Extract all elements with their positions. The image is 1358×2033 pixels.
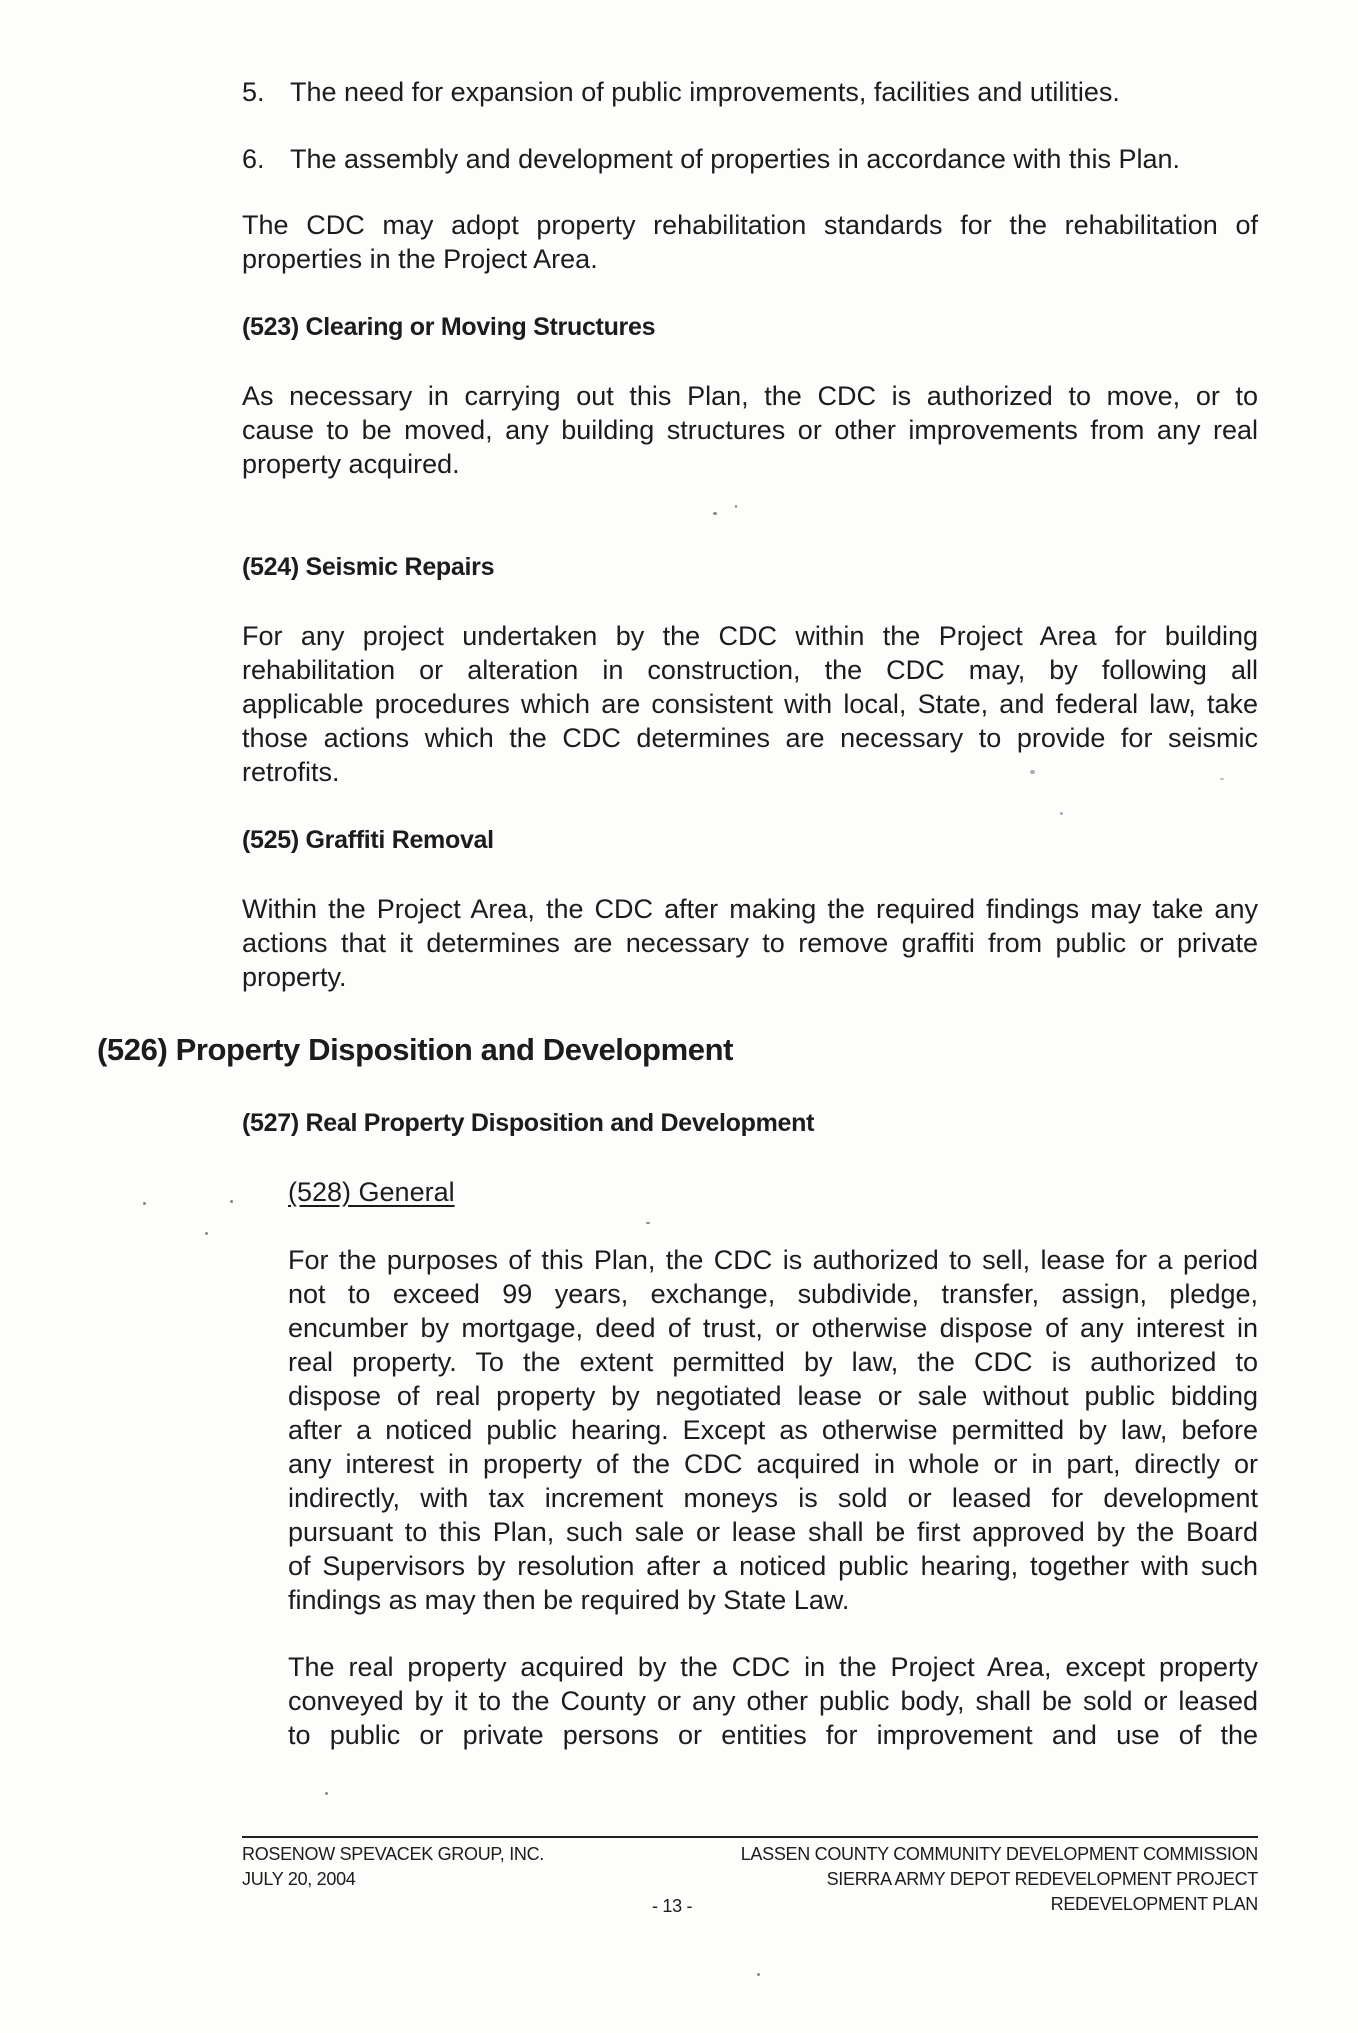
section-528-heading: (528) General: [288, 1177, 455, 1207]
paragraph-line: property acquired.: [242, 449, 460, 479]
list-number: 5.: [242, 77, 265, 107]
paragraph-line: actions that it determines are necessary to remove graffiti from public or private: [242, 928, 1258, 958]
scan-speck: [143, 1202, 146, 1205]
scan-speck: [757, 1973, 760, 1976]
section-524-paragraph: [242, 619, 1258, 789]
paragraph-line: cause to be moved, any building structures or other improvements from any real: [242, 415, 1258, 445]
page-number: - 13 -: [652, 1896, 693, 1916]
paragraph-line: The CDC may adopt property rehabilitation standards for the rehabilitation of: [242, 210, 1258, 240]
section-527-heading: (527) Real Property Disposition and Development: [242, 1109, 815, 1137]
paragraph-line: As necessary in carrying out this Plan, the CDC is authorized to move, or to: [242, 381, 1258, 411]
scan-speck: [1220, 778, 1224, 780]
section-523-paragraph: [242, 379, 1258, 481]
paragraph-line: conveyed by it to the County or any other public body, shall be sold or leased: [288, 1686, 1258, 1716]
footer-commission: LASSEN COUNTY COMMUNITY DEVELOPMENT COMMISSION: [740, 1844, 1258, 1864]
paragraph-line: For any project undertaken by the CDC within the Project Area for building: [242, 621, 1258, 651]
footer-rule: [242, 1836, 1258, 1838]
footer-right: [741, 1842, 1258, 1917]
paragraph-line: Within the Project Area, the CDC after making the required findings may take any: [242, 894, 1258, 924]
section-528-paragraph-2: [288, 1650, 1258, 1752]
paragraph-line: pursuant to this Plan, such sale or lease shall be first approved by the Board: [288, 1517, 1258, 1547]
scan-speck: [205, 1232, 208, 1235]
paragraph-line: The real property acquired by the CDC in the Project Area, except property: [288, 1652, 1258, 1682]
footer-date: JULY 20, 2004: [242, 1869, 356, 1889]
list-text: The need for expansion of public improvements, facilities and utilities.: [290, 77, 1120, 107]
paragraph-line: properties in the Project Area.: [242, 244, 598, 274]
scan-speck: [1060, 812, 1063, 815]
section-525-heading: (525) Graffiti Removal: [242, 826, 494, 854]
scan-speck: [230, 1200, 233, 1203]
footer-project: SIERRA ARMY DEPOT REDEVELOPMENT PROJECT: [826, 1869, 1258, 1889]
paragraph-line: those actions which the CDC determines are necessary to provide for seismic: [242, 723, 1258, 753]
list-item-6: [242, 142, 1180, 176]
paragraph-line: retrofits.: [242, 757, 340, 787]
paragraph-line: real property. To the extent permitted by law, the CDC is authorized to: [288, 1347, 1258, 1377]
section-523-heading: (523) Clearing or Moving Structures: [242, 313, 656, 341]
paragraph-line: to public or private persons or entities for improvement and use of the: [288, 1720, 1258, 1750]
paragraph-line: any interest in property of the CDC acquired in whole or in part, directly or: [288, 1449, 1258, 1479]
scan-speck: [735, 505, 737, 508]
paragraph-line: after a noticed public hearing. Except as otherwise permitted by law, before: [288, 1415, 1258, 1445]
paragraph-line: dispose of real property by negotiated lease or sale without public bidding: [288, 1381, 1258, 1411]
scan-speck: [646, 1222, 650, 1224]
scan-speck: [1030, 770, 1035, 774]
paragraph-line: applicable procedures which are consistent with local, State, and federal law, take: [242, 689, 1258, 719]
footer-company: ROSENOW SPEVACEK GROUP, INC.: [242, 1844, 544, 1864]
scan-speck: [713, 512, 717, 515]
footer-left: [242, 1842, 544, 1892]
paragraph-line: not to exceed 99 years, exchange, subdivide, transfer, assign, pledge,: [288, 1279, 1258, 1309]
list-number: 6.: [242, 144, 265, 174]
paragraph-line: findings as may then be required by State Law.: [288, 1585, 850, 1615]
paragraph-line: indirectly, with tax increment moneys is sold or leased for development: [288, 1483, 1258, 1513]
list-text: The assembly and development of properties in accordance with this Plan.: [290, 144, 1180, 174]
section-526-heading: (526) Property Disposition and Development: [97, 1032, 734, 1067]
section-525-paragraph: [242, 892, 1258, 994]
section-528-paragraph-1: [288, 1243, 1258, 1617]
paragraph-line: encumber by mortgage, deed of trust, or otherwise dispose of any interest in: [288, 1313, 1258, 1343]
paragraph-line: of Supervisors by resolution after a noticed public hearing, together with such: [288, 1551, 1258, 1581]
scan-speck: [325, 1792, 328, 1795]
list-item-5: [242, 75, 1120, 109]
footer-plan: REDEVELOPMENT PLAN: [1050, 1894, 1258, 1914]
intro-paragraph: [242, 208, 1258, 276]
paragraph-line: property.: [242, 962, 347, 992]
paragraph-line: For the purposes of this Plan, the CDC is authorized to sell, lease for a period: [288, 1245, 1258, 1275]
paragraph-line: rehabilitation or alteration in construction, the CDC may, by following all: [242, 655, 1258, 685]
section-524-heading: (524) Seismic Repairs: [242, 553, 495, 581]
